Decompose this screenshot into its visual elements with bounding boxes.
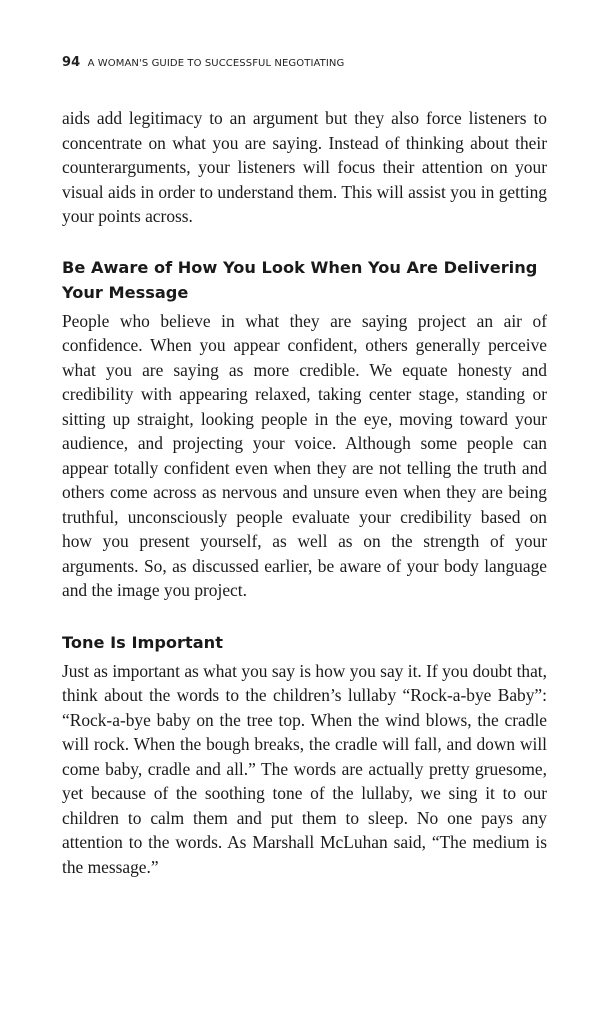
paragraph-appearance: People who believe in what they are saying project an air of confidence. When you appear confident, others generally perceive what you are saying as more credible. We equate honesty and credibility with appearing relaxed, taking center stage, standing or sitting up straight, looking people in the eye, moving toward your audience, and projecting your voice. Although some people can appear totally confident even when they are not telling the truth and others come across as nervous and unsure even when they are being truthful, unconsciously people evaluate your credibility based on how you present yourself, as well as on the strength of your arguments. So, as discussed earlier, be aware of your body language and the image you project. — [62, 310, 547, 600]
book-title: A WOMAN'S GUIDE TO SUCCESSFUL NEGOTIATING — [87, 58, 345, 69]
page-number: 94 — [62, 55, 81, 70]
paragraph-tone: Just as important as what you say is how you say it. If you doubt that, think about the words to the children’s lullaby “Rock-a-bye Baby”: “Rock-a-bye baby on the tree top. When the wind blows, the cradle will rock. When the bough breaks, the cradle will fall, and down will come baby, cradle and all.” The words are actually pretty gruesome, yet because of the soothing tone of the lullaby, we sing it to our children to calm them and put them to sleep. No one pays any attention to the words. As Marshall McLuhan said, “The medium is the message.” — [62, 660, 547, 877]
page-body — [62, 106, 547, 879]
paragraph-visual-aids: aids add legitimacy to an argument but they also force listeners to concentrate on what you are saying. Instead of thinking about their counterarguments, your listeners will focus their attention on your visual aids in order to understand them. This will assist you in getting your points across. — [62, 108, 547, 226]
running-head — [62, 55, 344, 70]
heading-appearance: Be Aware of How You Look When You Are Delivering Your Message — [62, 257, 538, 302]
heading-tone: Tone Is Important — [62, 632, 223, 652]
